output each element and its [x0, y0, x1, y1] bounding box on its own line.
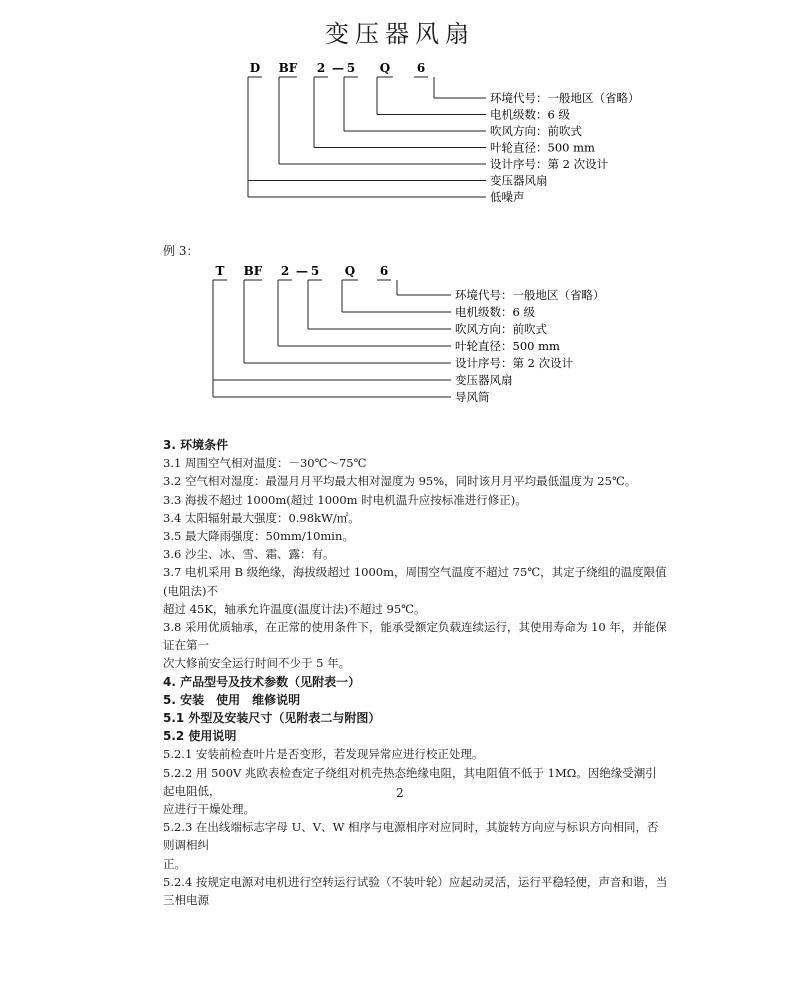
model-code-diagram-2 — [0, 253, 800, 413]
specification-text — [163, 436, 668, 909]
diagram2-label-4: 设计序号：第 2 次设计 — [455, 356, 574, 370]
diagram2-label-5: 变压器风扇 — [455, 373, 513, 387]
clause-5-1: 5.1 外型及安装尺寸（见附表二与附图） — [163, 711, 381, 726]
clause-3-3: 3.3 海拔不超过 1000m(超过 1000m 时电机温升应按标准进行修正)。 — [163, 492, 527, 507]
diagram1-code-3: — — [332, 61, 344, 75]
clause-5-2: 5.2 使用说明 — [163, 729, 237, 744]
page-title: 变压器风扇 — [325, 20, 475, 48]
model-code-diagram-1 — [0, 50, 800, 210]
diagram1-code-1: BF — [278, 61, 298, 75]
clause-3-4: 3.4 太阳辐射最大强度：0.98kW/㎡。 — [163, 510, 360, 525]
diagram1-code-2: 2 — [316, 61, 326, 75]
section-5-heading: 5. 安装 使用 维修说明 — [163, 692, 301, 707]
diagram1-label-3: 叶轮直径：500 mm — [490, 140, 595, 155]
diagram2-label-3: 叶轮直径：500 mm — [455, 339, 560, 353]
diagram1-code-5: Q — [379, 61, 391, 75]
diagram2-code-0: T — [215, 264, 225, 278]
clause-5-2-2-line-1: 5.2.2 用 500V 兆欧表检查定子绕组对机壳热态绝缘电阻，其电阻值不低于 1MΩ。因绝缘受潮引起电阻低， — [163, 765, 657, 798]
diagram1-code-0: D — [249, 61, 261, 75]
section-4-heading: 4. 产品型号及技术参数（见附表一） — [163, 674, 361, 689]
section-3-heading: 3. 环境条件 — [163, 438, 229, 452]
diagram2-code-5: Q — [344, 264, 356, 278]
diagram2-label-2: 吹风方向：前吹式 — [455, 322, 547, 336]
diagram2-label-6: 导风筒 — [455, 390, 490, 404]
clause-5-2-3-line-1: 5.2.3 在出线端标志字母 U、V、W 相序与电源相序对应同时，其旋转方向应与标识方向相同，否则调相纠 — [163, 820, 659, 853]
diagram2-label-1: 电机级数：6 级 — [455, 305, 535, 319]
diagram2-code-1: BF — [243, 264, 263, 278]
clause-3-1: 3.1 周围空气相对温度：－30℃～75℃ — [163, 456, 367, 471]
example-label: 例 3： — [163, 244, 199, 258]
clause-3-7-line-1: 3.7 电机采用 B 级绝缘，海拔级超过 1000m，周围空气温度不超过 75℃，其定子绕组的温度限值(电阻法)不 — [163, 565, 667, 598]
page-number: 2 — [396, 786, 404, 800]
clause-5-2-3-line-2: 正。 — [163, 856, 186, 871]
clause-3-8-line-2: 次大修前安全运行时间不少于 5 年。 — [163, 656, 351, 671]
diagram2-code-2: 2 — [280, 264, 290, 278]
diagram1-label-2: 吹风方向：前吹式 — [490, 124, 582, 138]
diagram2-label-0: 环境代号：一般地区（省略） — [455, 288, 605, 302]
diagram1-code-6: 6 — [416, 61, 426, 75]
diagram1-label-1: 电机级数：6 级 — [490, 107, 570, 122]
diagram2-code-4: 5 — [310, 264, 320, 278]
diagram2-code-6: 6 — [379, 264, 389, 278]
clause-5-2-4: 5.2.4 按规定电源对电机进行空转运行试验（不装叶轮）应起动灵活，运行平稳轻便，声音和谐，当三相电源 — [163, 874, 668, 908]
diagram1-label-4: 设计序号：第 2 次设计 — [490, 157, 609, 171]
diagram2-code-3: — — [296, 264, 308, 278]
diagram1-label-6: 低噪声 — [490, 190, 525, 204]
clause-3-6: 3.6 沙尘、冰、雪、霜、露：有。 — [163, 547, 335, 562]
diagram1-code-4: 5 — [346, 61, 356, 75]
diagram1-label-0: 环境代号：一般地区（省略） — [490, 91, 640, 105]
clause-5-2-1: 5.2.1 安装前检查叶片是否变形，若发现异常应进行校正处理。 — [163, 747, 484, 762]
clause-3-2: 3.2 空气相对湿度：最湿月月平均最大相对湿度为 95%，同时该月月平均最低温度为 25℃。 — [163, 474, 637, 489]
clause-3-7-line-2: 超过 45K，轴承允许温度(温度计法)不超过 95℃。 — [163, 601, 426, 616]
clause-3-5: 3.5 最大降雨强度：50mm/10min。 — [163, 529, 354, 544]
diagram1-label-5: 变压器风扇 — [490, 173, 548, 188]
clause-3-8-line-1: 3.8 采用优质轴承，在正常的使用条件下，能承受额定负载连续运行，其使用寿命为 10 年，并能保证在第一 — [163, 620, 667, 653]
clause-5-2-2-line-2: 应进行干燥处理。 — [163, 802, 255, 817]
